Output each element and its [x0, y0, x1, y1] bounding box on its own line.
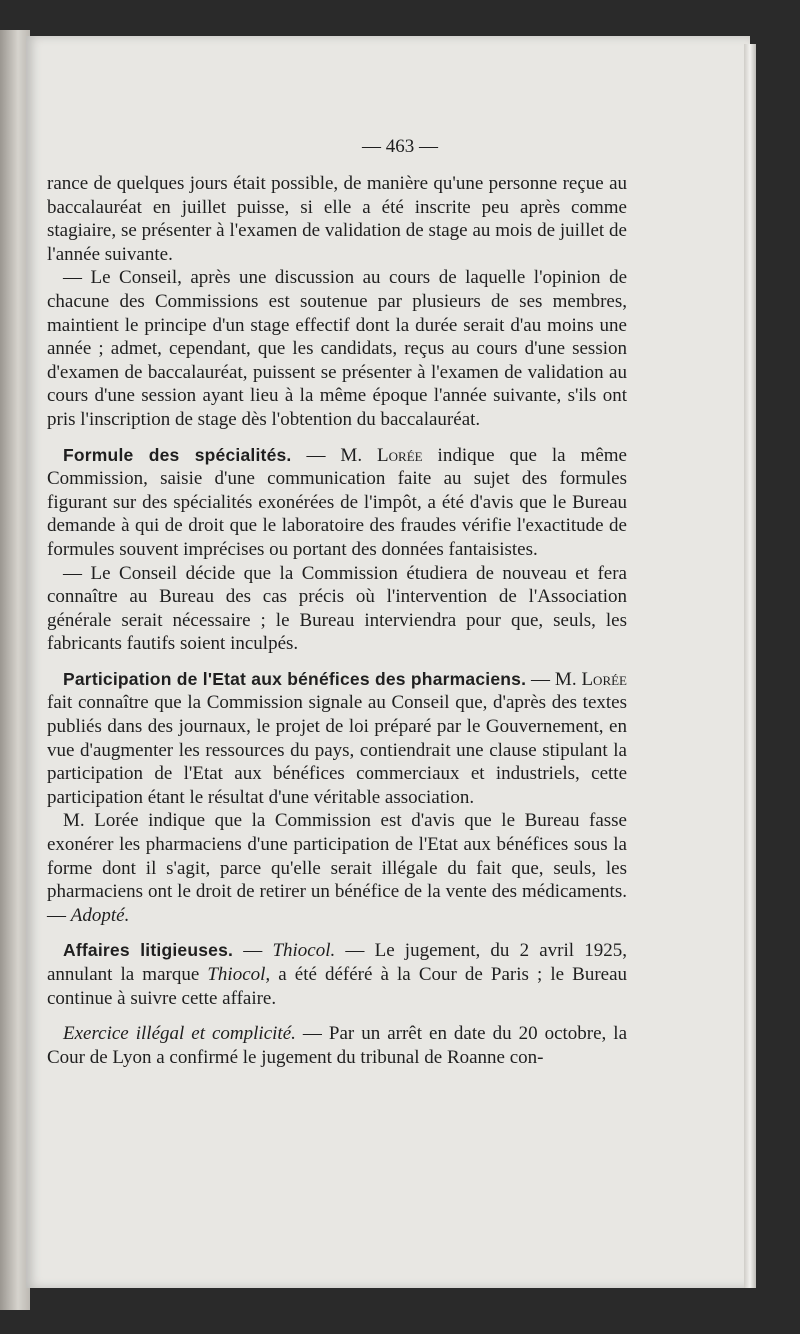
paragraph-exercice-illegal: Exercice illégal et complicité. — Par un arrêt en date du 20 octobre, la Cour de Lyon a confirmé le jugement du tribunal de Roanne con-: [47, 1023, 628, 1068]
paragraph-loree-opinion: M. Lorée indique que la Commission est d'avis que le Bureau fasse exonérer les pharmaciens d'une participation de l'Etat aux bénéfices sous la forme dont il s'agit, parce qu'elle serait illégale du fait que, seuls, les pharmaciens ont le droit de retirer un bénéfice de la vente des médicaments. — Adopté.: [47, 810, 627, 926]
paragraph-council-study: — Le Conseil décide que la Commission étudiera de nouveau et fera connaître au Bureau des cas précis où l'intervention de l'Association générale serait nécessaire ; le Bureau interviendra pour que, seuls, les fabricants fautifs soient inculpés.: [47, 562, 627, 655]
paragraph-continuation: rance de quelques jours était possible, de manière qu'une personne reçue au baccalauréat en juillet puisse, si elle a été inscrite peu après comme stagiaire, se présenter à l'examen de validation de stage au mois de juillet de l'année suivante.: [47, 173, 627, 265]
section-heading: Affaires litigieuses.: [63, 940, 234, 961]
section-formule-specialites: Formule des spécialités. — M. Lorée indique que la même Commission, saisie d'une communication faite au sujet des formules figurant sur des spécialités exonérées de l'impôt, a été d'avis que le Bureau demande à qui de droit que le laboratoire des fraudes vérifie l'exactitude de formules souvent imprécises ou portant des données fantaisistes.: [47, 444, 627, 560]
page-edge: [744, 44, 756, 1288]
person-name: Lorée: [581, 668, 627, 690]
page-number: — 463 —: [362, 136, 438, 157]
paragraph-council-decision: — Le Conseil, après une discussion au cours de laquelle l'opinion de chacune des Commissions est soutenue par plusieurs de ses membres, maintient le principe d'un stage effectif dont la durée serait d'au moins une année ; admet, cependant, que les candidats, reçus au cours d'une session d'examen de baccalauréat, puissent se présenter à l'examen de validation au cours d'une session ayant lieu à la même époque l'année suivante, s'ils ont pris l'inscription de stage dès l'obtention du baccalauréat.: [47, 267, 627, 430]
page-body: [47, 172, 627, 1069]
section-heading: Formule des spécialités.: [63, 444, 292, 465]
section-participation-etat: Participation de l'Etat aux bénéfices des pharmaciens. — M. Lorée fait connaître que la Commission signale au Conseil que, d'après des textes publiés dans des journaux, le projet de loi préparé par le Gouvernement, en vue d'augmenter les ressources du pays, contiendrait une clause stipulant la participation de l'Etat aux bénéfices commerciaux et industriels, cette participation étant le résultat d'une véritable association.: [47, 668, 627, 808]
section-heading: Participation de l'Etat aux bénéfices des pharmaciens.: [63, 668, 527, 689]
section-affaires-litigieuses: Affaires litigieuses. — Thiocol. — Le jugement, du 2 avril 1925, annulant la marque Thiocol, a été déféré à la Cour de Paris ; le Bureau continue à suivre cette affaire.: [47, 940, 628, 1009]
person-name: Lorée: [377, 444, 423, 466]
